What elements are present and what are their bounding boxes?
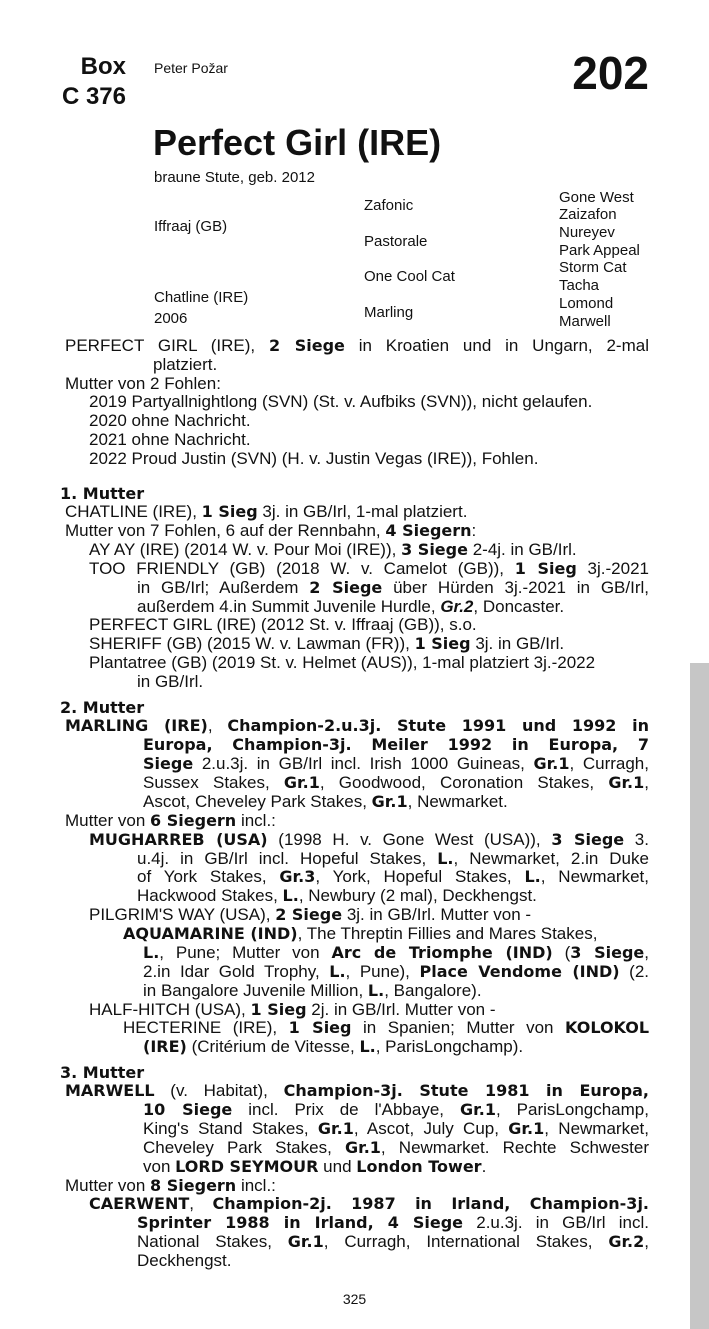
text: TOO FRIENDLY (GB) (2018 W. v. Camelot (GB)), (89, 559, 504, 578)
dam-name: MARLING (IRE) (65, 716, 208, 735)
offspring-name: Arc de Triomphe (IND) (331, 943, 553, 962)
pedigree-g4: Park Appeal (559, 242, 640, 259)
wins: 3 Siege (551, 830, 625, 849)
pedigree-g2: Zaizafon (559, 206, 617, 223)
dam-line (143, 735, 649, 754)
wins-count: 2 Siege (268, 336, 345, 355)
pedigree-sire-sire: Zafonic (364, 197, 414, 214)
offspring-line (89, 559, 649, 578)
champion-text: Champion-2j. 1987 in Irland, Champion-3j. (212, 1194, 650, 1213)
box-code: C 376 (61, 83, 126, 110)
foal-entry: 2019 Partyallnightlong (SVN) (St. v. Aufbiks (SVN)), nicht gelaufen. (89, 392, 593, 411)
text: von (143, 1157, 171, 1176)
pedigree-g6: Tacha (559, 277, 600, 294)
foal-entry: 2021 ohne Nachricht. (89, 430, 251, 449)
wins: Siege (143, 754, 194, 773)
text: , Pune), (345, 962, 410, 981)
wins: 3 Siege (401, 540, 468, 559)
text: , Ascot, July Cup, (353, 1119, 499, 1138)
wins: 3 Siege (570, 943, 645, 962)
text: , (644, 1232, 649, 1251)
offspring-name: MUGHARREB (USA) (89, 830, 268, 849)
offspring-line (137, 886, 537, 905)
champion-text: Champion-3j. Stute 1981 in Europa, (283, 1081, 650, 1100)
text: 3j. in GB/Irl. Mutter von - (346, 905, 532, 924)
offspring-line: PERFECT GIRL (IRE) (2012 St. v. Iffraaj (GB)), s.o. (89, 615, 477, 634)
text: in Bangalore Juvenile Million, (143, 981, 364, 1000)
text: und (323, 1157, 352, 1176)
text: Mutter von (65, 811, 146, 830)
text: incl. Prix de l'Abbaye, (248, 1100, 445, 1119)
grade: Gr.1 (508, 1119, 545, 1138)
grade: Gr.3 (279, 867, 316, 886)
offspring-line: Deckhengst. (137, 1251, 232, 1270)
text: (1998 H. v. Gone West (USA)), (278, 830, 541, 849)
dam-line (143, 773, 649, 792)
text: CHATLINE (IRE), (65, 502, 197, 521)
text: in GB/Irl; Außerdem (137, 578, 299, 597)
pedigree-g1: Gone West (559, 189, 634, 206)
text: 2.u.3j. in GB/Irl incl. Irish 1000 Guineas, (201, 754, 525, 773)
box-label (60, 52, 126, 112)
text: , Newmarket. (407, 792, 508, 811)
grade: L. (143, 943, 160, 962)
text: , (644, 773, 649, 792)
grade: Gr.1 (317, 1119, 354, 1138)
text: , Newmarket, (540, 867, 649, 886)
pedigree-g7: Lomond (559, 295, 614, 312)
text: über Hürden 3j.-2021 in GB/Irl, (393, 578, 649, 597)
text: , The Threptin Fillies and Mares Stakes, (297, 924, 598, 943)
dam-line (143, 1157, 486, 1176)
text: incl.: (240, 811, 276, 830)
text: Mutter von 7 Fohlen, 6 auf der Rennbahn, (65, 521, 381, 540)
offspring-line (143, 943, 649, 962)
text: , Newbury (2 mal), Deckhengst. (298, 886, 537, 905)
grade: L. (437, 849, 454, 868)
text: 2.u.3j. in GB/Irl incl. (476, 1213, 650, 1232)
offspring-line (89, 540, 577, 559)
text: , Newmarket, 2.in Duke (453, 849, 649, 868)
wins: 1 Sieg (250, 1000, 307, 1019)
offspring-line (137, 1213, 649, 1232)
dam-line (143, 1119, 649, 1138)
grade: Gr.2 (440, 597, 474, 616)
offspring-line: in GB/Irl. (137, 672, 204, 691)
text: . (481, 1157, 487, 1176)
text: Cheveley Park Stakes, (143, 1138, 332, 1157)
text: , Bangalore). (384, 981, 482, 1000)
pedigree-g5: Storm Cat (559, 259, 627, 276)
lot-number: 202 (572, 47, 649, 99)
horse-description: braune Stute, geb. 2012 (154, 169, 315, 186)
text: 2.in Idar Gold Trophy, (143, 962, 320, 981)
offspring-line: Plantatree (GB) (2019 St. v. Helmet (AUS)), 1-mal platziert 3j.-2022 (89, 653, 596, 672)
text: : (471, 521, 477, 540)
intro-text: in Kroatien und in Ungarn, 2-mal (358, 336, 649, 355)
grade: L. (359, 1037, 376, 1056)
grade: Gr.1 (344, 1138, 381, 1157)
pedigree-sire-dam: Pastorale (364, 233, 428, 250)
offspring-line (123, 1018, 649, 1037)
text: ( (564, 943, 571, 962)
dam-line (143, 792, 508, 811)
offspring-line (89, 634, 564, 653)
text: 3. (634, 830, 649, 849)
intro-line (65, 336, 649, 355)
grade: Gr.1 (287, 1232, 324, 1251)
owner-name: Peter Požar (154, 60, 228, 76)
grade: L. (282, 886, 299, 905)
wins: 1 Sieg (514, 559, 577, 578)
foals-heading: Mutter von 2 Fohlen: (65, 374, 221, 393)
dam-line (143, 1138, 649, 1157)
pedigree-sire: Iffraaj (GB) (154, 218, 228, 235)
text: Hackwood Stakes, (137, 886, 278, 905)
text: of York Stakes, (137, 867, 267, 886)
wins: 2 Siege (275, 905, 343, 924)
text: Mutter von (65, 1176, 146, 1195)
text: 3j. in GB/Irl, 1-mal platziert. (262, 502, 468, 521)
grade: Gr.1 (371, 792, 408, 811)
text: King's Stand Stakes, (143, 1119, 309, 1138)
text: , Doncaster. (473, 597, 565, 616)
dam-line (65, 716, 649, 735)
dam-line (65, 521, 476, 540)
text: , Newmarket, (544, 1119, 649, 1138)
champion-text: Champion-2.u.3j. Stute 1991 und 1992 in (227, 716, 649, 735)
grade: Gr.1 (283, 773, 320, 792)
text: , (207, 716, 228, 735)
wins: 10 Siege (143, 1100, 233, 1119)
offspring-name: KOLOKOL (565, 1018, 650, 1037)
text: , Newmarket. Rechte Schwester (380, 1138, 649, 1157)
text: Sussex Stakes, (143, 773, 270, 792)
section-heading: 1. Mutter (60, 484, 145, 503)
offspring-name: Place Vendome (IND) (419, 962, 620, 981)
offspring-line (137, 597, 564, 616)
pedigree-g8: Marwell (559, 313, 611, 330)
wins: 2 Siege (309, 578, 383, 597)
offspring-line (143, 962, 649, 981)
dam-line (65, 502, 467, 521)
text: , (189, 1194, 213, 1213)
winners: 8 Siegern (150, 1176, 237, 1195)
wins: 1 Sieg (288, 1018, 352, 1037)
champion-text: Europa, Champion-3j. Meiler 1992 in Europa, 7 (143, 735, 649, 754)
wins: 1 Sieg (414, 634, 471, 653)
offspring-line (123, 924, 597, 943)
offspring-name: CAERWENT (89, 1194, 190, 1213)
horse-name-caps: PERFECT GIRL (IRE), (65, 336, 256, 355)
text: (Critérium de Vitesse, (191, 1037, 355, 1056)
text: in Spanien; Mutter von (363, 1018, 554, 1037)
text: 2-4j. in GB/Irl. (472, 540, 577, 559)
pedigree-dam-dam: Marling (364, 304, 414, 321)
text: (v. Habitat), (170, 1081, 268, 1100)
dam-line (65, 1081, 649, 1100)
text: Ascot, Cheveley Park Stakes, (143, 792, 367, 811)
pedigree-g3: Nureyev (559, 224, 615, 241)
page-number: 325 (342, 1291, 367, 1307)
dam-line (65, 1176, 276, 1195)
text: außerdem 4.in Summit Juvenile Hurdle, (137, 597, 436, 616)
scrollbar[interactable] (690, 663, 709, 1329)
text: , Curragh, International Stakes, (323, 1232, 593, 1251)
text: , Pune; Mutter von (159, 943, 320, 962)
dam-name: MARWELL (65, 1081, 155, 1100)
text: (2. (629, 962, 649, 981)
offspring-line (89, 1194, 649, 1213)
text: , Curragh, (569, 754, 649, 773)
text: HECTERINE (IRE), (123, 1018, 278, 1037)
offspring-line (143, 1037, 523, 1056)
text: 3j.-2021 (587, 559, 649, 578)
offspring-line (89, 1000, 496, 1019)
text: SHERIFF (GB) (2015 W. v. Lawman (FR)), (89, 634, 410, 653)
offspring-line (137, 578, 649, 597)
text: National Stakes, (137, 1232, 272, 1251)
text: , York, Hopeful Stakes, (315, 867, 512, 886)
pedigree-dam: Chatline (IRE) (154, 289, 249, 306)
offspring-line (143, 981, 482, 1000)
text: u.4j. in GB/Irl incl. Hopeful Stakes, (137, 849, 427, 868)
champion-text: Sprinter 1988 in Irland, 4 Siege (137, 1213, 464, 1232)
text: , ParisLongchamp). (375, 1037, 524, 1056)
text: AY AY (IRE) (2014 W. v. Pour Moi (IRE)), (89, 540, 397, 559)
pedigree-dam-year: 2006 (154, 310, 188, 327)
pedigree-dam-sire: One Cool Cat (364, 268, 455, 285)
offspring-line (137, 867, 649, 886)
section-heading: 2. Mutter (60, 698, 145, 717)
box-word: Box (80, 53, 126, 80)
winners: 4 Siegern (385, 521, 472, 540)
text: 2j. in GB/Irl. Mutter von - (311, 1000, 496, 1019)
grade: Gr.2 (608, 1232, 645, 1251)
grade: L. (329, 962, 346, 981)
offspring-name: AQUAMARINE (IND) (123, 924, 298, 943)
foal-entry: 2022 Proud Justin (SVN) (H. v. Justin Vegas (IRE)), Fohlen. (89, 449, 539, 468)
foal-entry: 2020 ohne Nachricht. (89, 411, 251, 430)
text: incl.: (240, 1176, 276, 1195)
text: 3j. in GB/Irl. (475, 634, 565, 653)
text: HALF-HITCH (USA), (89, 1000, 246, 1019)
wins: 1 Sieg (201, 502, 258, 521)
grade: L. (367, 981, 385, 1000)
horse-name: Perfect Girl (IRE) (153, 122, 442, 163)
grade: Gr.1 (608, 773, 645, 792)
text: , Goodwood, Coronation Stakes, (319, 773, 595, 792)
offspring-line (89, 905, 531, 924)
dam-line (143, 1100, 649, 1119)
text: , (644, 943, 649, 962)
grade: L. (524, 867, 541, 886)
text: PILGRIM'S WAY (USA), (89, 905, 271, 924)
dam-line (65, 811, 276, 830)
dam-line (143, 754, 649, 773)
grade: Gr.1 (533, 754, 570, 773)
text: , ParisLongchamp, (495, 1100, 649, 1119)
offspring-line (89, 830, 649, 849)
offspring-line (137, 1232, 649, 1251)
grade: Gr.1 (460, 1100, 496, 1119)
intro-line: platziert. (153, 355, 218, 374)
offspring-line (137, 849, 649, 868)
sibling-name: LORD SEYMOUR (175, 1157, 319, 1176)
sibling-name: London Tower (356, 1157, 482, 1176)
winners: 6 Siegern (150, 811, 237, 830)
section-heading: 3. Mutter (60, 1063, 145, 1082)
offspring-name: (IRE) (143, 1037, 187, 1056)
